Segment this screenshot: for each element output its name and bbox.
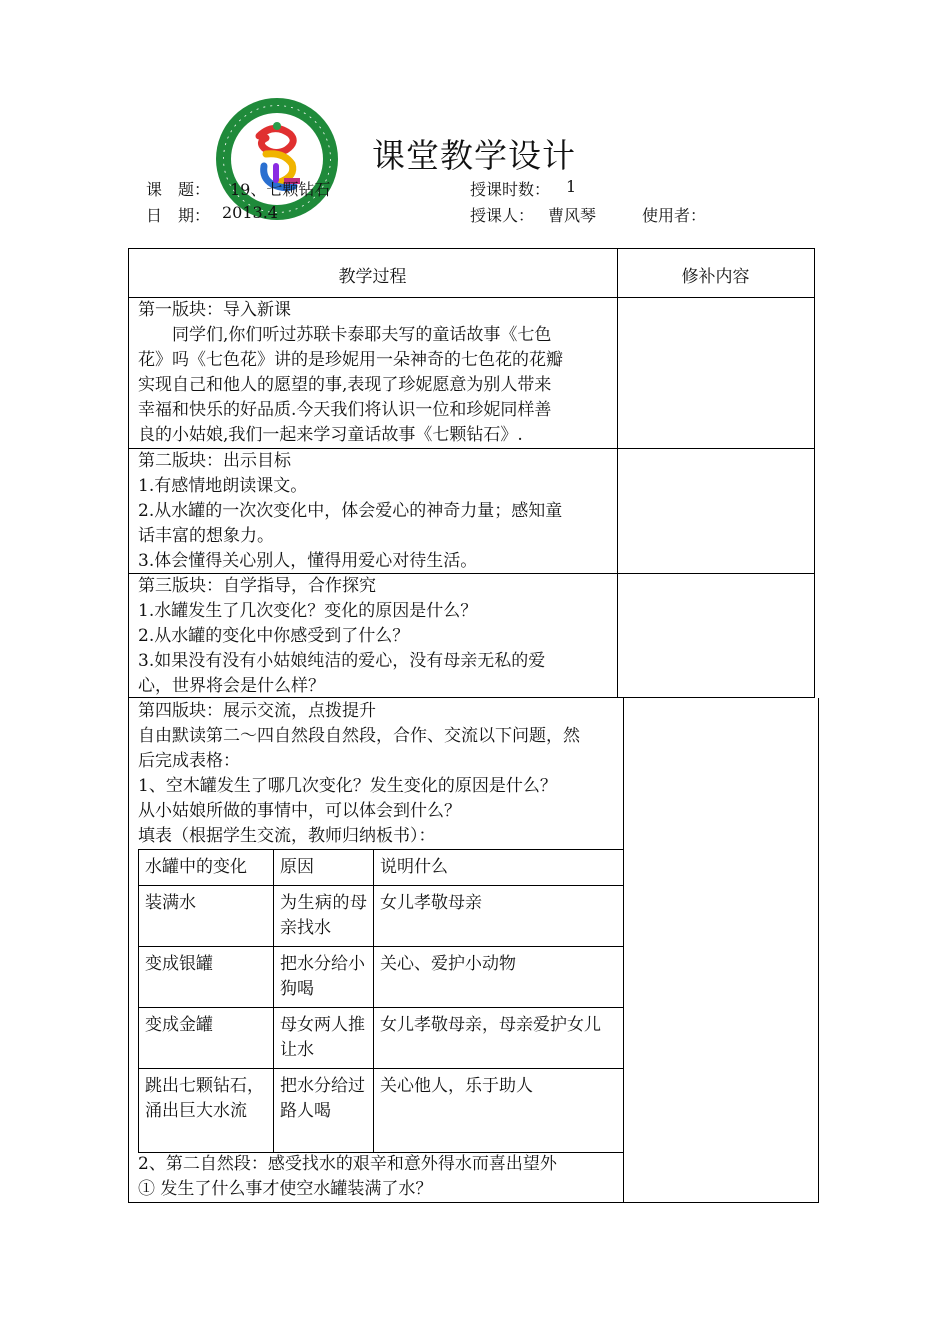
date-label: 日 期： [146, 206, 211, 225]
hours-value: 1 [566, 177, 577, 196]
table-row: 变成银罐 把水分给小狗喝 关心、爱护小动物 [139, 947, 624, 1008]
table-row: 跳出七颗钻石，涌出巨大水流 把水分给过路人喝 关心他人，乐于助人 [139, 1069, 624, 1153]
subject-value: 19、七颗钻石 [230, 180, 331, 199]
block-goals: 第二版块：出示目标 1.有感情地朗读课文。 2.从水罐的一次次变化中，体会爱心的神奇力量；感知童 话丰富的想象力。 3.体会懂得关心别人，懂得用爱心对待生活。 [138, 451, 563, 571]
page-title: 课堂教学设计 [372, 136, 576, 175]
table-row: 装满水 为生病的母亲找水 女儿孝敬母亲 [139, 886, 624, 947]
date-value: 2013.4 [222, 203, 278, 222]
change-table [138, 849, 624, 1153]
table-header-row: 水罐中的变化 原因 说明什么 [139, 850, 624, 886]
block-intro: 第一版块：导入新课 同学们,你们听过苏联卡泰耶夫写的童话故事《七色 花》吗《七色花》讲的是珍妮用一朵神奇的七色花的花瓣 实现自己和他人的愿望的事,表现了珍妮愿意为别人带来 幸福和快乐的好品质.今天我们将认识一位和珍妮同样善 良的小姑娘,我们一起来学习童话故事《七颗钻石》. [138, 300, 563, 445]
block-exchange-continued: 2、第二自然段：感受找水的艰辛和意外得水而喜出望外 ① 发生了什么事才使空水罐装满了水？ [138, 1154, 557, 1199]
teacher-label: 授课人： [470, 206, 535, 225]
col-header-revision: 修补内容 [681, 267, 750, 287]
hours-label: 授课时数： [470, 180, 551, 199]
table-row: 变成金罐 母女两人推让水 女儿孝敬母亲，母亲爱护女儿 [139, 1008, 624, 1069]
teacher-value: 曹风琴 [548, 206, 597, 225]
block-exchange: 第四版块：展示交流，点拨提升 自由默读第二～四自然段自然段，合作、交流以下问题，然 后完成表格： 1、空木罐发生了哪几次变化？发生变化的原因是什么？ 从小姑娘所做的事情中，可以体会到什么？ 填表（根据学生交流，教师归纳板书）： [138, 701, 580, 846]
col-header-process: 教学过程 [338, 267, 407, 287]
subject-label: 课 题： [146, 180, 211, 199]
block-selfstudy: 第三版块：自学指导，合作探究 1.水罐发生了几次变化？变化的原因是什么？ 2.从水罐的变化中你感受到了什么？ 3.如果没有没有小姑娘纯洁的爱心，没有母亲无私的爱 心，世界将会是什么样？ [138, 576, 546, 696]
user-label: 使用者： [642, 206, 707, 225]
